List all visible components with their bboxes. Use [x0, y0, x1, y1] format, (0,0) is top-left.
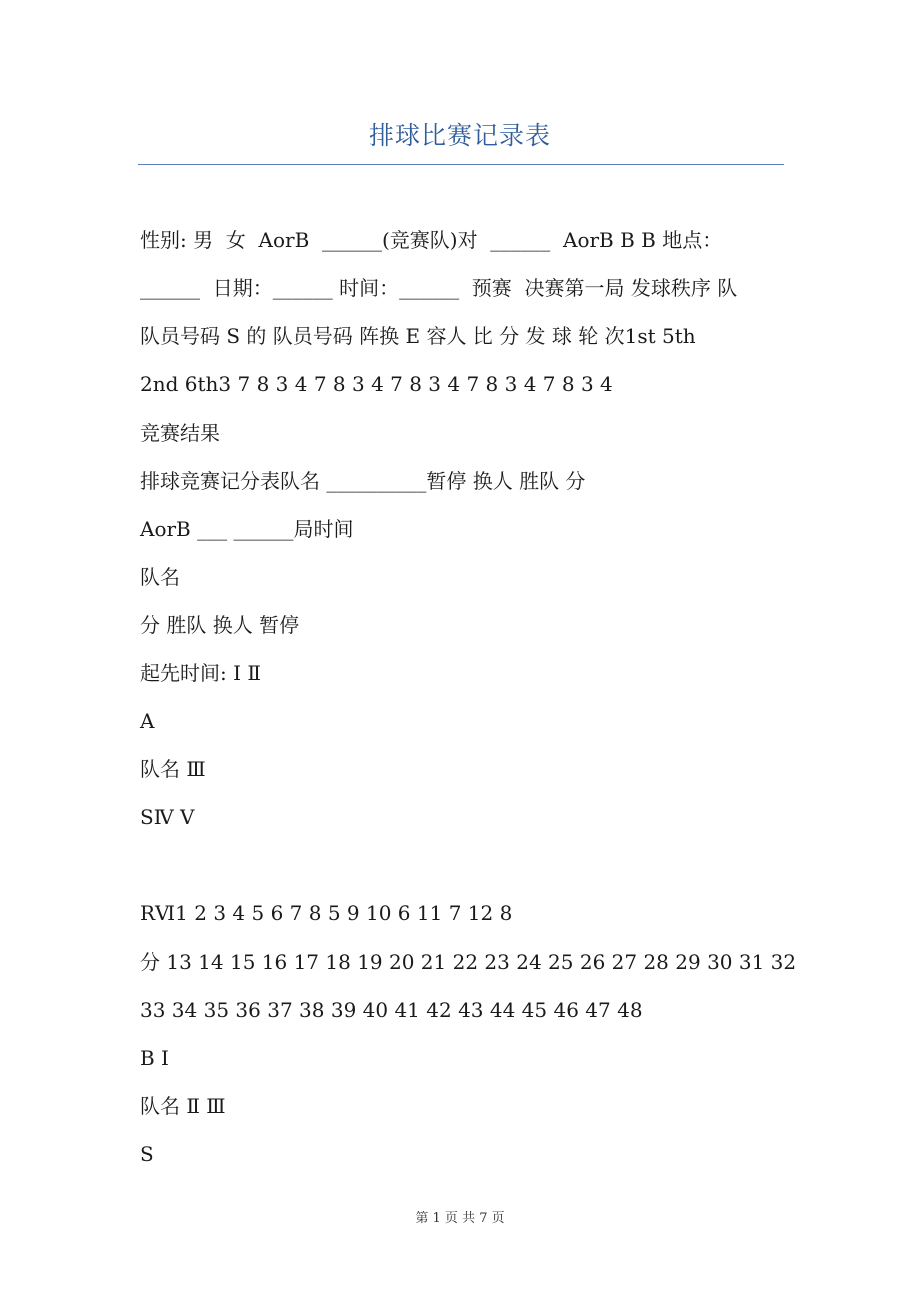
text-line: 队名 Ⅲ: [140, 757, 206, 781]
text-line: 队名 Ⅱ Ⅲ: [140, 1094, 226, 1118]
text-line: S: [140, 1142, 154, 1166]
text-line: RⅥ1 2 3 4 5 6 7 8 5 9 10 6 11 7 12 8: [140, 901, 513, 925]
text-line: B Ⅰ: [140, 1046, 169, 1070]
text-line: 队名: [140, 565, 180, 589]
text-line: 33 34 35 36 37 38 39 40 41 42 43 44 45 46 47 48: [140, 998, 643, 1022]
text-line: 性别: 男 女 AorB ______(竞赛队)对 ______ AorB B B 地点：: [140, 228, 723, 252]
text-line: 竞赛结果: [140, 421, 220, 445]
text-line: 分 13 14 15 16 17 18 19 20 21 22 23 24 25 26 27 28 29 30 31 32: [140, 950, 797, 974]
text-line: 分 胜队 换人 暂停: [140, 613, 300, 637]
text-line: 起先时间: Ⅰ Ⅱ: [140, 661, 261, 685]
text-line: 2nd 6th3 7 8 3 4 7 8 3 4 7 8 3 4 7 8 3 4 7 8 3 4: [140, 372, 613, 396]
page-footer: 第 1 页 共 7 页: [415, 1211, 505, 1226]
document-title: 排球比赛记录表: [368, 121, 551, 150]
title-underline: [138, 164, 784, 165]
text-line: 排球竞赛记分表队名 __________暂停 换人 胜队 分: [140, 469, 586, 493]
text-line: A: [140, 709, 155, 733]
text-line: AorB ___ ______局时间: [140, 517, 354, 541]
text-line: SⅣ Ⅴ: [140, 805, 195, 829]
text-line: ______ 日期：______ 时间：______ 预赛 决赛第一局 发球秩序 队: [140, 276, 738, 300]
text-line: 队员号码 S 的 队员号码 阵换 E 容人 比 分 发 球 轮 次1st 5th: [140, 324, 696, 348]
